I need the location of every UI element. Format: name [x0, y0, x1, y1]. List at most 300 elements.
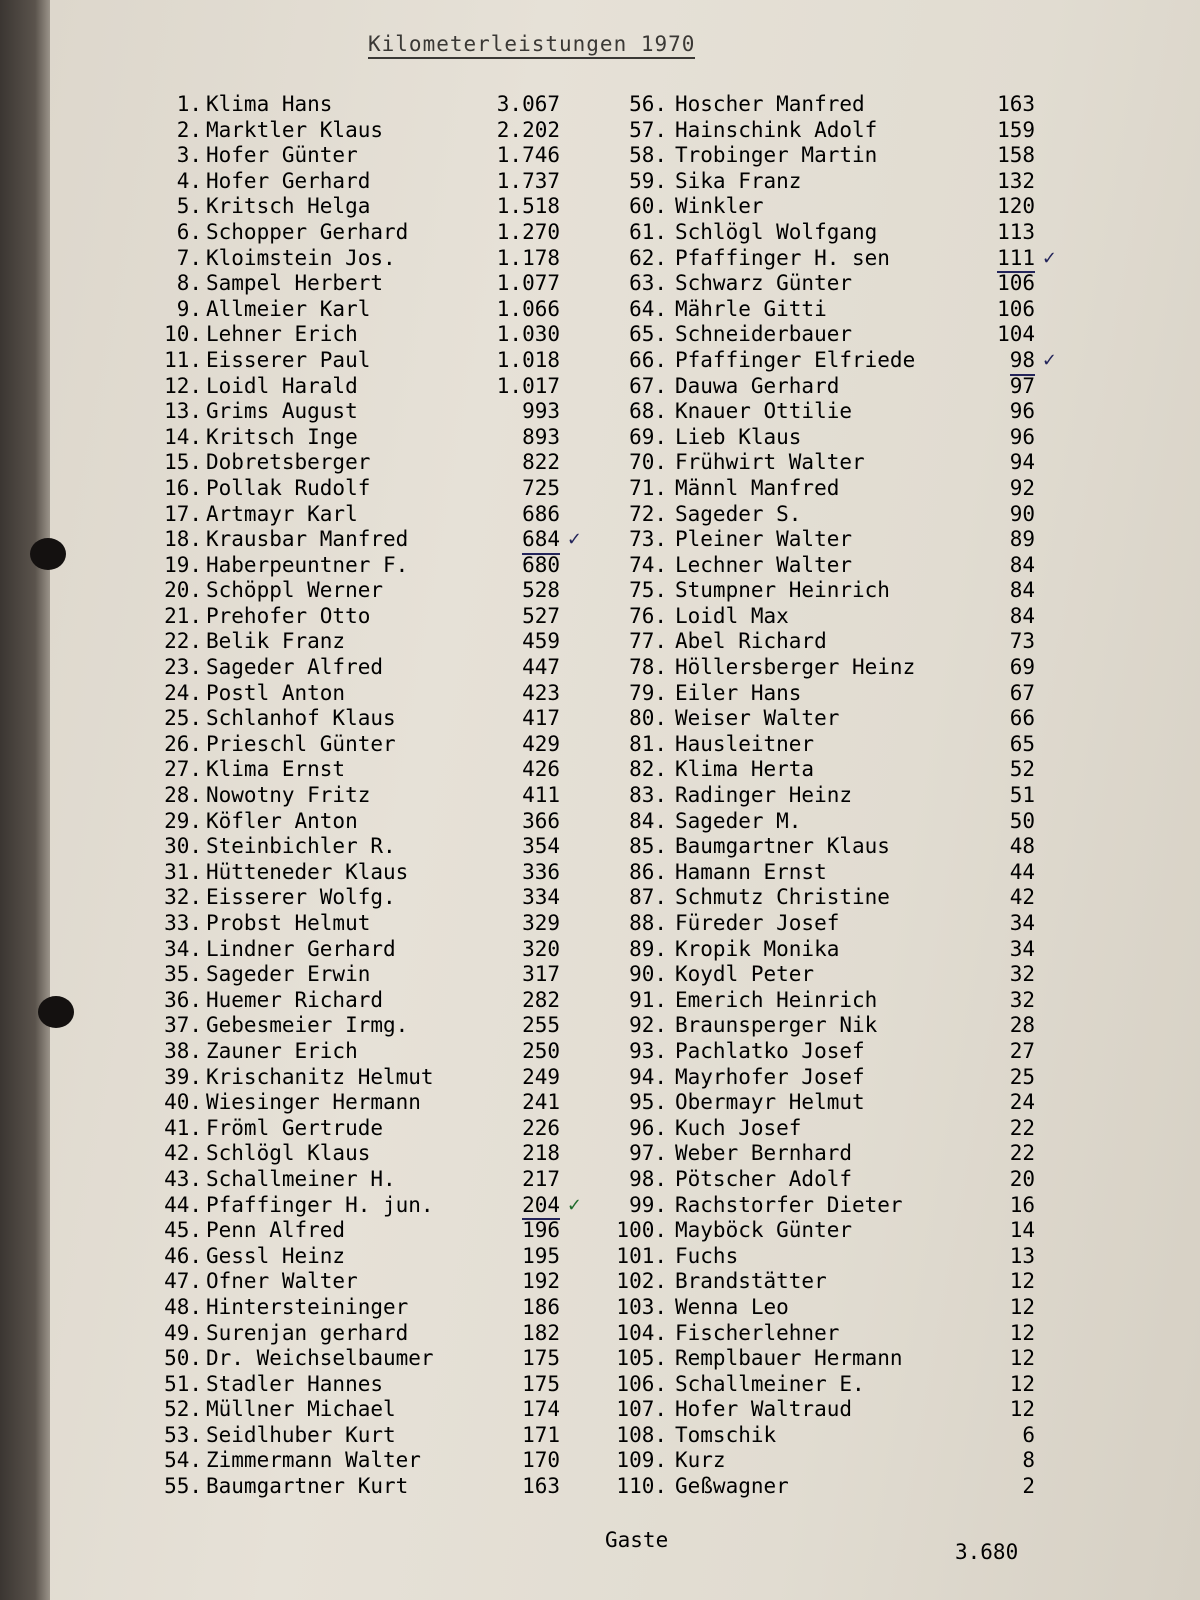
list-item: [150, 885, 560, 911]
kilometer-value: 282: [522, 987, 560, 1012]
kilometer-value: 1.018: [496, 347, 560, 372]
rank-number: 42.: [164, 1141, 202, 1166]
member-name: Lechner Walter: [675, 552, 853, 577]
list-item: [150, 1346, 560, 1372]
rank-number: 13.: [164, 399, 202, 424]
member-name: Dobretsberger: [206, 450, 371, 475]
kilometer-value: 32: [1009, 987, 1035, 1012]
kilometer-value: 175: [522, 1371, 560, 1396]
rank-number: 46.: [164, 1243, 202, 1268]
member-name: Probst Helmut: [206, 911, 371, 935]
rank-number: 17.: [164, 501, 202, 526]
rank-number: 24.: [164, 680, 202, 705]
member-name: Penn Alfred: [206, 1218, 346, 1243]
member-name: Rachstorfer Dieter: [675, 1192, 903, 1217]
list-item: [585, 809, 1035, 835]
rank-number: 11.: [164, 347, 202, 372]
list-item: [585, 1321, 1035, 1347]
list-item: [585, 604, 1035, 630]
list-item: [585, 783, 1035, 809]
kilometer-value: 170: [522, 1448, 560, 1473]
kilometer-value: 14: [1009, 1218, 1035, 1243]
kilometer-value: 226: [522, 1115, 560, 1140]
kilometer-value: 65: [1009, 731, 1035, 756]
rank-number: 58.: [629, 143, 667, 168]
kilometer-value: 51: [1009, 783, 1035, 808]
list-item: [585, 732, 1035, 758]
list-item: [150, 450, 560, 476]
member-name: Dr. Weichselbaumer: [206, 1346, 434, 1371]
rank-number: 71.: [629, 475, 667, 500]
list-item: [150, 194, 560, 220]
member-name: Dauwa Gerhard: [675, 373, 840, 398]
member-name: Hütteneder Klaus: [206, 859, 409, 884]
member-name: Fröml Gertrude: [206, 1115, 384, 1140]
rank-number: 80.: [629, 706, 667, 731]
member-name: Pfaffinger H. sen: [675, 245, 890, 270]
list-item: [585, 1193, 1035, 1219]
kilometer-value: 1.178: [496, 245, 560, 270]
list-item: [585, 1013, 1035, 1039]
member-name: Sageder Erwin: [206, 962, 371, 987]
kilometer-value: 22: [1009, 1141, 1035, 1166]
list-item: [585, 271, 1035, 297]
rank-number: 95.: [629, 1090, 667, 1115]
rank-number: 91.: [629, 987, 667, 1012]
document-title: Kilometerleistungen 1970: [368, 32, 695, 59]
member-name: Sageder S.: [675, 501, 802, 526]
kilometer-value: 1.030: [496, 322, 560, 347]
rank-number: 7.: [176, 245, 202, 270]
member-name: Baumgartner Kurt: [206, 1474, 409, 1499]
rank-number: 74.: [629, 552, 667, 577]
kilometer-value: 25: [1009, 1064, 1035, 1089]
punch-hole-bottom: [38, 996, 74, 1028]
member-name: Loidl Harald: [206, 373, 358, 398]
member-name: Steinbichler R.: [206, 834, 396, 859]
list-item: [585, 118, 1035, 144]
list-item: [585, 911, 1035, 937]
list-item: [585, 962, 1035, 988]
rank-number: 87.: [629, 885, 667, 910]
rank-number: 16.: [164, 475, 202, 500]
member-name: Zauner Erich: [206, 1038, 358, 1063]
member-name: Pfaffinger Elfriede: [675, 347, 916, 372]
member-name: Pollak Rudolf: [206, 475, 371, 500]
kilometer-value: 52: [1009, 757, 1035, 782]
member-name: Pleiner Walter: [675, 527, 853, 552]
rank-number: 21.: [164, 603, 202, 628]
member-name: Krausbar Manfred: [206, 527, 409, 552]
list-item: [585, 706, 1035, 732]
member-name: Pötscher Adolf: [675, 1166, 853, 1191]
member-name: Geßwagner: [675, 1474, 789, 1499]
kilometer-value: 84: [1009, 552, 1035, 577]
rank-number: 50.: [164, 1346, 202, 1371]
kilometer-value: 89: [1009, 527, 1035, 552]
member-name: Huemer Richard: [206, 987, 384, 1012]
rank-number: 103.: [616, 1294, 667, 1319]
kilometer-value: 20: [1009, 1166, 1035, 1191]
kilometer-value: 893: [522, 424, 560, 449]
rank-number: 59.: [629, 168, 667, 193]
member-name: Gebesmeier Irmg.: [206, 1013, 409, 1038]
rank-number: 86.: [629, 859, 667, 884]
list-item: [150, 92, 560, 118]
kilometer-value: 96: [1009, 399, 1035, 424]
kilometer-value: 98: [1010, 348, 1035, 376]
kilometer-value: 50: [1009, 808, 1035, 833]
kilometer-value: 163: [522, 1474, 560, 1499]
member-name: Marktler Klaus: [206, 117, 384, 142]
member-name: Koydl Peter: [675, 962, 815, 987]
rank-number: 3.: [176, 143, 202, 168]
list-item: [150, 1269, 560, 1295]
rank-number: 102.: [616, 1269, 667, 1294]
member-name: Kuch Josef: [675, 1115, 802, 1140]
rank-number: 30.: [164, 834, 202, 859]
rank-number: 9.: [176, 296, 202, 321]
rank-number: 106.: [616, 1371, 667, 1396]
list-item: [585, 245, 1057, 272]
kilometer-value: 12: [1009, 1371, 1035, 1396]
list-item: [150, 988, 560, 1014]
list-item: [585, 1397, 1035, 1423]
list-item: [585, 834, 1035, 860]
list-item: [585, 1039, 1035, 1065]
list-item: [150, 732, 560, 758]
list-item: [585, 655, 1035, 681]
member-name: Trobinger Martin: [675, 143, 878, 168]
member-name: Obermayr Helmut: [675, 1090, 865, 1115]
kilometer-value: 680: [522, 552, 560, 577]
rank-number: 36.: [164, 987, 202, 1012]
rank-number: 29.: [164, 808, 202, 833]
member-name: Kloimstein Jos.: [206, 245, 396, 270]
list-item: [150, 1474, 560, 1500]
kilometer-value: 182: [522, 1320, 560, 1345]
kilometer-value: 84: [1009, 603, 1035, 628]
list-item: [150, 809, 560, 835]
list-item: [150, 655, 560, 681]
member-name: Allmeier Karl: [206, 296, 371, 321]
list-item: [150, 1116, 560, 1142]
list-item: [585, 1346, 1035, 1372]
rank-number: 101.: [616, 1243, 667, 1268]
member-name: Hamann Ernst: [675, 859, 827, 884]
list-item: [150, 1141, 560, 1167]
rank-number: 90.: [629, 962, 667, 987]
member-name: Eisserer Wolfg.: [206, 885, 396, 910]
member-name: Belik Franz: [206, 629, 346, 654]
kilometer-value: 255: [522, 1013, 560, 1038]
list-item: [150, 553, 560, 579]
kilometer-value: 1.017: [496, 373, 560, 398]
member-name: Kurz: [675, 1448, 726, 1473]
list-item: [585, 1065, 1035, 1091]
kilometer-value: 12: [1009, 1397, 1035, 1422]
member-name: Schallmeiner E.: [675, 1371, 865, 1396]
member-name: Eisserer Paul: [206, 347, 371, 372]
rank-number: 89.: [629, 936, 667, 961]
list-item: [150, 860, 560, 886]
kilometer-value: 317: [522, 962, 560, 987]
kilometer-value: 12: [1009, 1320, 1035, 1345]
member-name: Weiser Walter: [675, 706, 840, 731]
kilometer-value: 48: [1009, 834, 1035, 859]
list-item: [585, 143, 1035, 169]
list-item: [585, 757, 1035, 783]
member-name: Müllner Michael: [206, 1397, 396, 1422]
kilometer-value: 196: [522, 1218, 560, 1243]
member-name: Radinger Heinz: [675, 783, 853, 808]
kilometer-value: 334: [522, 885, 560, 910]
punch-hole-top: [30, 538, 66, 570]
list-item: [585, 578, 1035, 604]
rank-number: 39.: [164, 1064, 202, 1089]
kilometer-value: 217: [522, 1166, 560, 1191]
member-name: Mayrhofer Josef: [675, 1064, 865, 1089]
rank-number: 28.: [164, 783, 202, 808]
member-name: Weber Bernhard: [675, 1141, 853, 1166]
rank-number: 93.: [629, 1038, 667, 1063]
rank-number: 37.: [164, 1013, 202, 1038]
kilometer-value: 44: [1009, 859, 1035, 884]
rank-number: 19.: [164, 552, 202, 577]
list-item: [150, 1423, 560, 1449]
rank-number: 72.: [629, 501, 667, 526]
member-name: Baumgartner Klaus: [675, 834, 890, 859]
kilometer-value: 186: [522, 1294, 560, 1319]
rank-number: 26.: [164, 731, 202, 756]
kilometer-value: 417: [522, 706, 560, 731]
list-item: [150, 1244, 560, 1270]
member-name: Hofer Waltraud: [675, 1397, 853, 1422]
rank-number: 70.: [629, 450, 667, 475]
rank-number: 43.: [164, 1166, 202, 1191]
rank-number: 48.: [164, 1294, 202, 1319]
list-item: [150, 757, 560, 783]
kilometer-value: 106: [997, 271, 1035, 296]
kilometer-value: 192: [522, 1269, 560, 1294]
list-item: [585, 220, 1035, 246]
rank-number: 83.: [629, 783, 667, 808]
member-name: Eiler Hans: [675, 680, 802, 705]
list-item: [150, 399, 560, 425]
kilometer-value: 336: [522, 859, 560, 884]
list-item: [585, 502, 1035, 528]
rank-number: 85.: [629, 834, 667, 859]
kilometer-value: 320: [522, 936, 560, 961]
member-name: Stumpner Heinrich: [675, 578, 890, 603]
list-item: [150, 374, 560, 400]
rank-number: 66.: [629, 347, 667, 372]
member-name: Emerich Heinrich: [675, 987, 878, 1012]
guests-total: 3.680: [955, 1540, 1019, 1564]
kilometer-value: 22: [1009, 1115, 1035, 1140]
rank-number: 77.: [629, 629, 667, 654]
list-item: [150, 1065, 560, 1091]
rank-number: 4.: [176, 168, 202, 193]
kilometer-value: 106: [997, 296, 1035, 321]
kilometer-value: 459: [522, 629, 560, 654]
member-name: Winkler: [675, 194, 764, 219]
kilometer-value: 113: [997, 219, 1035, 244]
kilometer-value: 92: [1009, 475, 1035, 500]
kilometer-value: 66: [1009, 706, 1035, 731]
member-name: Surenjan gerhard: [206, 1320, 409, 1345]
rank-number: 12.: [164, 373, 202, 398]
rank-number: 5.: [176, 194, 202, 219]
kilometer-value: 97: [1009, 373, 1035, 398]
kilometer-value: 684: [522, 527, 560, 555]
rank-number: 64.: [629, 296, 667, 321]
member-name: Grims August: [206, 399, 358, 424]
member-name: Remplbauer Hermann: [675, 1346, 903, 1371]
list-item: [585, 553, 1035, 579]
member-name: Nowotny Fritz: [206, 783, 371, 808]
list-item: [150, 297, 560, 323]
rank-number: 104.: [616, 1320, 667, 1345]
member-name: Hoscher Manfred: [675, 92, 865, 116]
kilometer-value: 34: [1009, 911, 1035, 935]
kilometer-value: 27: [1009, 1038, 1035, 1063]
list-item: [150, 834, 560, 860]
member-name: Loidl Max: [675, 603, 789, 628]
kilometer-value: 132: [997, 168, 1035, 193]
member-name: Hainschink Adolf: [675, 117, 878, 142]
rank-number: 82.: [629, 757, 667, 782]
rank-number: 15.: [164, 450, 202, 475]
kilometer-value: 104: [997, 322, 1035, 347]
kilometer-value: 159: [997, 117, 1035, 142]
kilometer-value: 354: [522, 834, 560, 859]
member-name: Klima Herta: [675, 757, 815, 782]
pen-tick-mark: ✓: [566, 529, 582, 551]
member-name: Haberpeuntner F.: [206, 552, 409, 577]
rank-number: 105.: [616, 1346, 667, 1371]
rank-number: 56.: [629, 92, 667, 116]
kilometer-value: 84: [1009, 578, 1035, 603]
list-item: [585, 527, 1035, 553]
rank-number: 67.: [629, 373, 667, 398]
member-name: Wenna Leo: [675, 1294, 789, 1319]
list-item: [150, 1039, 560, 1065]
kilometer-value: 163: [997, 92, 1035, 116]
member-name: Klima Hans: [206, 92, 333, 116]
member-name: Sika Franz: [675, 168, 802, 193]
list-item: [150, 706, 560, 732]
list-item: [150, 425, 560, 451]
kilometer-value: 6: [1022, 1422, 1035, 1447]
member-name: Krischanitz Helmut: [206, 1064, 434, 1089]
member-name: Kropik Monika: [675, 936, 840, 961]
rank-number: 60.: [629, 194, 667, 219]
kilometer-value: 429: [522, 731, 560, 756]
kilometer-value: 32: [1009, 962, 1035, 987]
member-name: Schallmeiner H.: [206, 1166, 396, 1191]
rank-number: 69.: [629, 424, 667, 449]
rank-number: 32.: [164, 885, 202, 910]
rank-number: 99.: [629, 1192, 667, 1217]
kilometer-value: 94: [1009, 450, 1035, 475]
rank-number: 14.: [164, 424, 202, 449]
list-item: [585, 681, 1035, 707]
list-item: [585, 399, 1035, 425]
rank-number: 33.: [164, 911, 202, 935]
list-item: [150, 169, 560, 195]
member-name: Artmayr Karl: [206, 501, 358, 526]
rank-number: 110.: [616, 1474, 667, 1499]
list-item: [150, 1218, 560, 1244]
rank-number: 92.: [629, 1013, 667, 1038]
list-item: [585, 322, 1035, 348]
kilometer-value: 1.066: [496, 296, 560, 321]
member-name: Brandstätter: [675, 1269, 827, 1294]
rank-number: 47.: [164, 1269, 202, 1294]
list-item: [585, 988, 1035, 1014]
list-item: [150, 1167, 560, 1193]
member-name: Ofner Walter: [206, 1269, 358, 1294]
member-name: Knauer Ottilie: [675, 399, 853, 424]
list-item: [585, 476, 1035, 502]
kilometer-value: 111: [997, 246, 1035, 274]
kilometer-value: 3.067: [496, 92, 560, 116]
rank-number: 10.: [164, 322, 202, 347]
kilometer-value: 42: [1009, 885, 1035, 910]
ranking-list-left: [150, 92, 582, 1500]
list-item: [150, 1448, 560, 1474]
kilometer-value: 250: [522, 1038, 560, 1063]
kilometer-value: 426: [522, 757, 560, 782]
list-item: [150, 578, 560, 604]
kilometer-value: 16: [1009, 1192, 1035, 1217]
kilometer-value: 822: [522, 450, 560, 475]
pen-tick-mark: ✓: [1041, 247, 1057, 269]
rank-number: 40.: [164, 1090, 202, 1115]
member-name: Abel Richard: [675, 629, 827, 654]
kilometer-value: 12: [1009, 1269, 1035, 1294]
ranking-list-right: [585, 92, 1057, 1500]
member-name: Hintersteininger: [206, 1294, 409, 1319]
member-name: Fuchs: [675, 1243, 739, 1268]
list-item: [150, 118, 560, 144]
member-name: Kritsch Helga: [206, 194, 371, 219]
kilometer-value: 120: [997, 194, 1035, 219]
list-item: [585, 629, 1035, 655]
kilometer-value: 993: [522, 399, 560, 424]
member-name: Tomschik: [675, 1422, 777, 1447]
member-name: Prehofer Otto: [206, 603, 371, 628]
member-name: Zimmermann Walter: [206, 1448, 421, 1473]
list-item: [585, 1218, 1035, 1244]
member-name: Frühwirt Walter: [675, 450, 865, 475]
rank-number: 75.: [629, 578, 667, 603]
rank-number: 44.: [164, 1192, 202, 1217]
list-item: [585, 1269, 1035, 1295]
list-item: [585, 1167, 1035, 1193]
kilometer-value: 204: [522, 1193, 560, 1221]
rank-number: 68.: [629, 399, 667, 424]
member-name: Hofer Gerhard: [206, 168, 371, 193]
list-item: [585, 450, 1035, 476]
guests-label: Gaste: [605, 1528, 669, 1552]
kilometer-value: 34: [1009, 936, 1035, 961]
list-item: [150, 681, 560, 707]
member-name: Lieb Klaus: [675, 424, 802, 449]
member-name: Seidlhuber Kurt: [206, 1422, 396, 1447]
kilometer-value: 28: [1009, 1013, 1035, 1038]
